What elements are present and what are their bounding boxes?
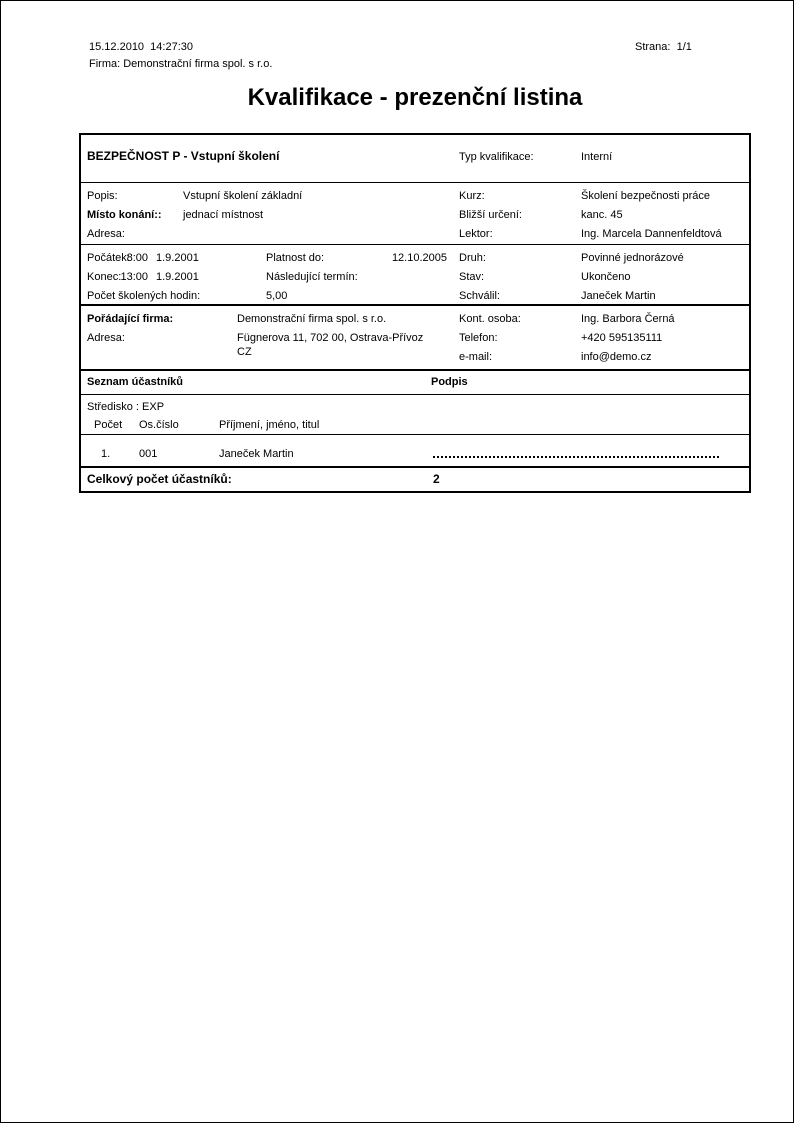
konec-date: 1.9.2001 [156,271,199,283]
stredisko-line: Středisko : EXP [87,401,165,413]
pocatek-time: 8:00 [126,252,148,264]
platnost-do-label: Platnost do: [266,252,325,264]
pocet-hodin-label: Počet školených hodin: [87,290,201,302]
qualification-name: BEZPEČNOST P - Vstupní školení [87,149,280,163]
document-title: Kvalifikace - prezenční listina [247,84,583,111]
organizer-adresa-label: Adresa: [87,332,125,344]
poradajici-firma-value: Demonstrační firma spol. s r.o. [237,313,387,325]
participant-os-cislo: 001 [139,448,158,460]
pocatek-label: Počátek: [87,252,130,264]
email-value: info@demo.cz [581,351,652,363]
email-label: e-mail: [459,351,493,363]
kurz-value: Školení bezpečnosti práce [581,190,711,202]
section-qualification [81,135,749,182]
adresa-label: Adresa: [87,228,125,240]
pocatek-date: 1.9.2001 [156,252,199,264]
podpis-header: Podpis [431,376,468,388]
participant-row [81,434,749,466]
lektor-value: Ing. Marcela Dannenfeldtová [581,228,722,240]
konec-time: 13:00 [120,271,148,283]
typ-kvalifikace-value: Interní [581,151,613,163]
druh-label: Druh: [459,252,486,264]
konec-label: Konec: [87,271,122,283]
pocet-hodin-value: 5,00 [266,290,288,302]
column-header-pocet: Počet [94,419,123,431]
report-table [79,133,751,493]
poradajici-firma-label: Pořádající firma: [87,313,174,325]
column-header-prijmeni: Příjmení, jméno, titul [219,419,320,431]
participant-name: Janeček Martin [219,448,294,460]
misto-konani-label: Místo konání:: [87,209,162,221]
section-description [81,182,749,244]
telefon-label: Telefon: [459,332,498,344]
participant-number: 1. [101,448,111,460]
misto-konani-value: jednací místnost [183,209,264,221]
blizsi-urceni-value: kanc. 45 [581,209,623,221]
stav-label: Stav: [459,271,485,283]
section-organizer [81,304,749,369]
blizsi-urceni-label: Bližší určení: [459,209,522,221]
typ-kvalifikace-label: Typ kvalifikace: [459,151,534,163]
telefon-value: +420 595135111 [581,332,663,344]
section-dates [81,244,749,304]
column-header-os-cislo: Os.číslo [139,419,179,431]
section-participants-columns [81,394,749,434]
section-participants-header [81,369,749,394]
kurz-label: Kurz: [459,190,485,202]
schvalil-label: Schválil: [459,290,500,302]
nasledujici-termin-label: Následující termín: [266,271,358,283]
popis-value: Vstupní školení základní [183,190,303,202]
page-number [635,41,692,53]
signature-dotted-line [433,448,719,458]
section-total [81,466,749,491]
page-number-label: Strana: [635,41,671,53]
platnost-do-value: 12.10.2005 [391,252,447,264]
page-number-value: 1/1 [676,41,692,53]
total-participants-value: 2 [433,472,440,486]
seznam-ucastniku-header: Seznam účastníků [87,376,183,388]
lektor-label: Lektor: [459,228,493,240]
druh-value: Povinné jednorázové [581,252,684,264]
schvalil-value: Janeček Martin [581,290,656,302]
organizer-adresa-line2: CZ [237,346,252,358]
print-datetime: 15.12.2010 14:27:30 [89,41,193,53]
total-participants-label: Celkový počet účastníků: [87,472,232,486]
popis-label: Popis: [87,190,118,202]
company-line: Firma: Demonstrační firma spol. s r.o. [89,58,273,70]
stav-value: Ukončeno [581,271,631,283]
kont-osoba-label: Kont. osoba: [459,313,521,325]
organizer-adresa-line1: Fügnerova 11, 702 00, Ostrava-Přívoz [237,332,424,344]
kont-osoba-value: Ing. Barbora Černá [581,313,675,325]
